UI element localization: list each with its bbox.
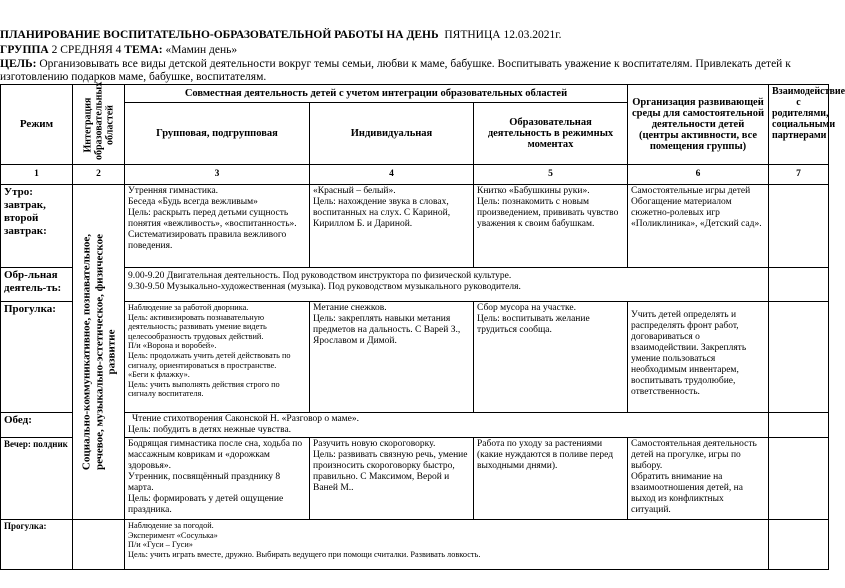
- row-edu-activity-content: [125, 268, 769, 302]
- col-num-6: 6: [628, 165, 769, 185]
- table-row-evening: [1, 438, 829, 520]
- row-walk2-integration: [73, 520, 125, 570]
- plan-title-text: ПЛАНИРОВАНИЕ ВОСПИТАТЕЛЬНО-ОБРАЗОВАТЕЛЬНОЙ РАБОТЫ НА ДЕНЬ: [0, 29, 439, 41]
- row-walk2-parents: [769, 520, 829, 570]
- row-lunch-regime: Обед:: [1, 413, 73, 438]
- group-value: 2 СРЕДНЯЯ 4: [51, 44, 122, 56]
- goal-text-1: Организовывать все виды детской деятельности вокруг темы семьи, любви к маме, бабушке. Воспитывать уважение к воспитателям. Привлекать детей к: [39, 58, 791, 70]
- row-lunch-parents: [769, 413, 829, 438]
- row-walk-edu: Сбор мусора на участке. Цель: воспитывать желание трудиться сообща.: [474, 302, 628, 413]
- goal-line-1: [0, 58, 791, 71]
- col-parents-header: Взаимодействие с родителями, социальными партнерами: [769, 85, 829, 165]
- integration-areas-text: Социально-коммуникативное, познавательное, речевое, музыкально-эстетическое, физическое развитие: [79, 233, 117, 471]
- theme-label: ТЕМА:: [124, 44, 163, 56]
- row-morning-group: Утренняя гимнастика. Беседа «Будь всегда вежливым» Цель: раскрыть перед детьми сущность понятия «вежливость», «воспитанность». Систематизировать правила вежливого поведения.: [125, 185, 310, 268]
- col-num-3: 3: [125, 165, 310, 185]
- table-row-morning: [1, 185, 829, 268]
- col-num-4: 4: [310, 165, 474, 185]
- row-evening-env: Самостоятельная деятельность детей на прогулке, игры по выбору. Обратить внимание на взаимоотношения детей, на выход из конфликтных ситуаций.: [628, 438, 769, 520]
- goal-line-2: [0, 71, 266, 84]
- row-morning-edu: Книтко «Бабушкины руки». Цель: познакомить с новым произведением, прививать чувство уважения к своим бабушкам.: [474, 185, 628, 268]
- row-walk-individual: Метание снежков. Цель: закреплять навыки метания предметов на дальность. С Варей З., Ярославом и Димой.: [310, 302, 474, 413]
- row-morning-individual: «Красный – белый». Цель: нахождение звука в словах, воспитанных на слух. С Кариной, Кириллом Б. и Дариной.: [310, 185, 474, 268]
- lunch-line-1: Чтение стихотворения Саконской Н. «Разговор о маме».: [132, 414, 360, 424]
- row-walk-parents: [769, 302, 829, 413]
- table-row-walk: [1, 302, 829, 413]
- table-header-row-1: [1, 85, 829, 103]
- row-edu-activity-regime: Обр-льная деятель-ть:: [1, 268, 73, 302]
- row-evening-individual: Разучить новую скороговорку. Цель: развивать связную речь, умение произносить скороговорку быстро, правильно. С Максимом, Верой и Ваней М..: [310, 438, 474, 520]
- col-edu-header: Образовательная деятельность в режимных моментах: [474, 102, 628, 164]
- row-evening-parents: [769, 438, 829, 520]
- group-line: [0, 44, 237, 57]
- plan-date: ПЯТНИЦА 12.03.2021г.: [444, 29, 562, 41]
- row-edu-activity-parents: [769, 268, 829, 302]
- col-regime-header: Режим: [1, 85, 73, 165]
- plan-table: [0, 81, 845, 570]
- col-group-header: Групповая, подгрупповая: [125, 102, 310, 164]
- table-number-row: [1, 165, 829, 185]
- lunch-line-2: Цель: побудить в детях нежные чувства.: [128, 425, 292, 435]
- row-walk-env: Учить детей определять и распределять фронт работ, договариваться о взаимодействии. Закреплять умение пользоваться необходимым инвентарем, воспитывать трудолюбие, ответственность.: [628, 302, 769, 413]
- row-evening-edu: Работа по уходу за растениями (какие нуждаются в поливе перед выходными днями).: [474, 438, 628, 520]
- goal-text-2: изготовлению подарков маме, бабушке, воспитателям.: [0, 71, 267, 83]
- theme-value: «Мамин день»: [165, 44, 238, 56]
- col-num-5: 5: [474, 165, 628, 185]
- col-env-header: Организация развивающей среды для самостоятельной деятельности детей (центры активности, все помещения группы): [628, 85, 769, 165]
- row-walk2-regime: Прогулка:: [1, 520, 73, 570]
- col-num-2: 2: [73, 165, 125, 185]
- row-walk-group: Наблюдение за работой дворника. Цель: активизировать познавательную деятельность; развивать умение видеть целесообразность трудовых действий. П/и «Ворона и воробей». Цель: продолжать учить детей действовать по сигналу, ориентироваться в пространстве. «Беги к флажку». Цель: учить выполнять действия строго по сигналу воспитателя.: [125, 302, 310, 413]
- col-num-7: 7: [769, 165, 829, 185]
- row-lunch-content: [125, 413, 769, 438]
- goal-label: ЦЕЛЬ:: [0, 58, 37, 70]
- table-row-edu-activity: [1, 268, 829, 302]
- row-evening-group: Бодрящая гимнастика после сна, ходьба по массажным коврикам и «дорожкам здоровья». Утренник, посвящённый празднику 8 марта. Цель: формировать у детей ощущение праздника.: [125, 438, 310, 520]
- edu-activity-line-1: 9.00-9.20 Двигательная деятельность. Под руководством инструктора по физической культуре.: [128, 271, 512, 281]
- table-row-walk-2: [1, 520, 829, 570]
- row-morning-regime: Утро: завтрак, второй завтрак:: [1, 185, 73, 268]
- row-walk2-content: Наблюдение за погодой. Эксперимент «Сосулька» П/и «Гуси – Гуси» Цель: учить играть вместе, дружно. Выбирать ведущего при помощи считалки. Развивать ловкость.: [125, 520, 769, 570]
- integration-areas-cell: [73, 185, 125, 520]
- row-morning-parents: [769, 185, 829, 268]
- col-joint-header: Совместная деятельность детей с учетом интеграции образовательных областей: [125, 85, 628, 103]
- col-individual-header: Индивидуальная: [310, 102, 474, 164]
- col-integration-header: [73, 81, 125, 165]
- edu-activity-line-2: 9.30-9.50 Музыкально-художественная (музыка). Под руководством музыкального руководителя.: [128, 282, 521, 292]
- plan-title: [0, 29, 561, 42]
- table-row-lunch: [1, 413, 829, 438]
- col-num-1: 1: [1, 165, 73, 185]
- group-label: ГРУППА: [0, 44, 49, 56]
- row-morning-env: Самостоятельные игры детей Обогащение материалом сюжетно-ролевых игр «Поликлиника», «Детский сад».: [628, 185, 769, 268]
- row-evening-regime: Вечер: полдник: [1, 438, 73, 520]
- col-integration-text: Интеграция образовательных областей: [82, 81, 115, 160]
- row-walk-regime: Прогулка:: [1, 302, 73, 413]
